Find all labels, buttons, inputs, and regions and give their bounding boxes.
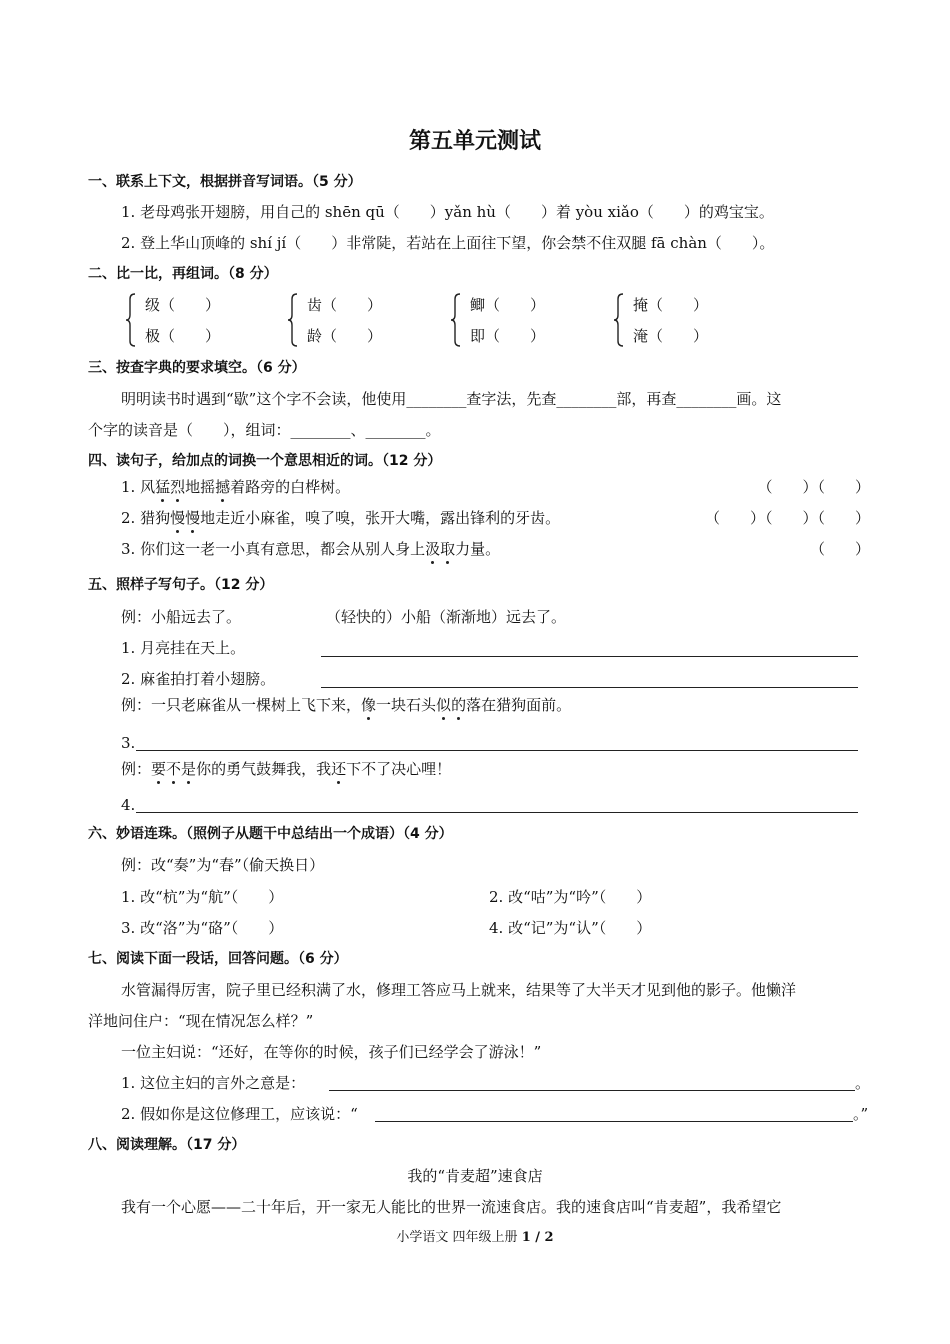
pair-3-top: 鲫（ ） xyxy=(470,296,546,314)
section-4-heading: 四、读句子，给加点的词换一个意思相近的词。（12 分） xyxy=(88,453,442,469)
dotted-char: 汲 xyxy=(425,540,441,558)
dotted-char: 是 xyxy=(181,760,197,778)
dotted-char: 要 xyxy=(151,760,167,778)
ex-text: 下不了决心哩！ xyxy=(346,760,452,778)
s4-answer-3: （ ） xyxy=(809,540,870,558)
dotted-char: 慢 xyxy=(185,509,201,527)
section-6-heading: 六、妙语连珠。（照例子从题干中总结出一个成语）（4 分） xyxy=(88,826,453,842)
pair-2-top: 齿（ ） xyxy=(307,296,383,314)
section-1-heading: 一、联系上下文，根据拼音写词语。（5 分） xyxy=(88,174,362,190)
s4-answer-1: （ ）（ ） xyxy=(757,478,870,496)
s7-question-1: 1. 这位主妇的言外之意是： xyxy=(121,1074,306,1092)
s6-question-1: 1. 改“杭”为“航”（ ） xyxy=(121,888,284,906)
brace-icon xyxy=(614,293,624,347)
q-text: 地摇 xyxy=(185,478,216,496)
s1-question-1: 1. 老母鸡张开翅膀，用自己的 shēn qū（ ）yǎn hù（ ）着 yòu xiǎo（ ）的鸡宝宝。 xyxy=(121,203,774,221)
s6-question-3: 3. 改“洛”为“硌”（ ） xyxy=(121,919,284,937)
section-2-heading: 二、比一比，再组词。（8 分） xyxy=(88,266,278,282)
dotted-char: 烈 xyxy=(170,478,186,496)
pair-4-top: 掩（ ） xyxy=(633,296,709,314)
answer-line[interactable] xyxy=(321,656,858,657)
q-text: 2. 猎狗 xyxy=(121,509,171,527)
s7-question-2-end: 。” xyxy=(853,1105,869,1123)
dotted-char: 撼 xyxy=(215,478,231,496)
section-7-heading: 七、阅读下面一段话，回答问题。（6 分） xyxy=(88,951,348,967)
s1-question-2: 2. 登上华山顶峰的 shí jí（ ）非常陡，若站在上面往下望，你会禁不住双腿 fā chàn（ ）。 xyxy=(121,234,775,252)
ex-text: 例： xyxy=(121,760,152,778)
page-number: 1 / 2 xyxy=(521,1230,554,1245)
s7-question-2: 2. 假如你是这位修理工，应该说：“ xyxy=(121,1105,358,1123)
s7-question-1-end: 。 xyxy=(855,1074,871,1092)
s5-example-2 xyxy=(121,695,571,715)
s7-passage-line-2: 洋地问住户：“现在情况怎么样？” xyxy=(88,1012,314,1030)
pair-3-bottom: 即（ ） xyxy=(470,327,546,345)
s6-question-2: 2. 改“咕”为“吟”（ ） xyxy=(489,888,652,906)
dotted-char: 取 xyxy=(440,540,456,558)
pair-1-top: 级（ ） xyxy=(145,296,221,314)
s5-question-2: 2. 麻雀拍打着小翅膀。 xyxy=(121,670,276,688)
q-text: 着路旁的白桦树。 xyxy=(230,478,351,496)
dotted-char: 像 xyxy=(361,696,377,714)
answer-line[interactable] xyxy=(329,1090,855,1091)
s5-question-3: 3. xyxy=(121,734,136,752)
brace-icon xyxy=(126,293,136,347)
q-text: 1. 风 xyxy=(121,478,156,496)
section-3-heading: 三、按查字典的要求填空。（6 分） xyxy=(88,360,306,376)
pair-4-bottom: 淹（ ） xyxy=(633,327,709,345)
answer-line[interactable] xyxy=(136,812,858,813)
answer-line[interactable] xyxy=(321,687,858,688)
section-5-heading: 五、照样子写句子。（12 分） xyxy=(88,577,274,593)
s7-passage-line-3: 一位主妇说：“还好，在等你的时候，孩子们已经学会了游泳！” xyxy=(121,1043,542,1061)
s4-answer-2: （ ）（ ）（ ） xyxy=(704,509,870,527)
answer-line[interactable] xyxy=(375,1121,853,1122)
s4-question-1 xyxy=(121,477,350,497)
s5-example-1-answer: （轻快的）小船（渐渐地）远去了。 xyxy=(326,608,567,626)
dotted-char: 不 xyxy=(166,760,182,778)
s6-example: 例：改“奏”为“春”（偷天换日） xyxy=(121,856,325,874)
q-text: 力量。 xyxy=(455,540,501,558)
story-paragraph-1: 我有一个心愿——二十年后，开一家无人能比的世界一流速食店。我的速食店叫“肯麦超”，我希望它 xyxy=(121,1198,782,1216)
pair-2-bottom: 龄（ ） xyxy=(307,327,383,345)
q-text: 3. 你们这一老一小真有意思，都会从别人身上 xyxy=(121,540,426,558)
ex-text: 落在猎狗面前。 xyxy=(466,696,572,714)
dotted-char: 还 xyxy=(331,760,347,778)
s5-example-1-label: 例：小船远去了。 xyxy=(121,608,242,626)
ex-text: 你的勇气鼓舞我，我 xyxy=(196,760,332,778)
s5-example-3 xyxy=(121,759,451,779)
dotted-char: 似 xyxy=(436,696,452,714)
answer-line[interactable] xyxy=(136,750,858,751)
brace-icon xyxy=(451,293,461,347)
s5-question-4: 4. xyxy=(121,796,136,814)
section-8-heading: 八、阅读理解。（17 分） xyxy=(88,1137,246,1153)
ex-text: 例：一只老麻雀从一棵树上飞下来， xyxy=(121,696,362,714)
s4-question-2 xyxy=(121,508,560,528)
s7-passage-line-1: 水管漏得厉害，院子里已经积满了水，修理工答应马上就来，结果等了大半天才见到他的影子。他懒洋 xyxy=(121,981,797,999)
footer-text: 小学语文 四年级上册 xyxy=(396,1230,518,1245)
page-footer xyxy=(0,1228,950,1248)
s6-question-4: 4. 改“记”为“认”（ ） xyxy=(489,919,652,937)
story-title: 我的“肯麦超”速食店 xyxy=(407,1167,543,1185)
page-title: 第五单元测试 xyxy=(408,128,541,154)
s4-question-3 xyxy=(121,539,500,559)
ex-text: 一块石头 xyxy=(376,696,437,714)
s3-line-1: 明明读书时遇到“歇”这个字不会读，他使用________查字法，先查________部，再查________画。这 xyxy=(121,390,782,408)
dotted-char: 慢 xyxy=(170,509,186,527)
dotted-char: 的 xyxy=(451,696,467,714)
q-text: 地走近小麻雀，嗅了嗅，张开大嘴，露出锋利的牙齿。 xyxy=(200,509,561,527)
dotted-char: 猛 xyxy=(155,478,171,496)
pair-1-bottom: 极（ ） xyxy=(145,327,221,345)
s5-question-1: 1. 月亮挂在天上。 xyxy=(121,639,246,657)
s3-line-2: 个字的读音是（ ），组词：________、________。 xyxy=(88,421,441,439)
brace-icon xyxy=(288,293,298,347)
